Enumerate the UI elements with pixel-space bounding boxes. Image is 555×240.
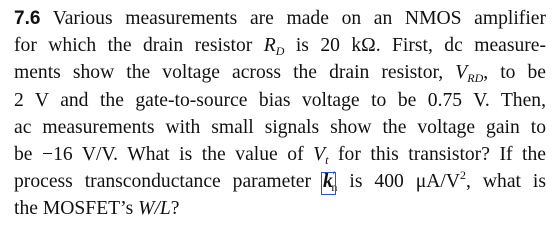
text-segment: for which the drain resistor [14, 35, 253, 57]
text-segment: is 400 μA/V [349, 171, 461, 193]
drain-resistor-symbol [263, 35, 285, 59]
symbol-letter: V [455, 62, 468, 84]
text-segment: ? [170, 198, 180, 220]
symbol-subscript: RD [467, 71, 484, 86]
symbol-subscript: D [275, 44, 285, 59]
text-segment: is 20 kΩ. First, dc measure- [295, 35, 547, 57]
text-segment: , what is [466, 171, 546, 193]
problem-number: 7.6 [14, 8, 41, 29]
problem-line-4: 2 V and the gate-to-source bias voltage to be 0.75 V. Then, [14, 89, 546, 111]
problem-7-6 [14, 0, 546, 223]
symbol-prime: ′ [332, 168, 336, 183]
text-segment: for this transistor? If the [338, 143, 546, 165]
problem-text-1: Various measurements are made on an NMOS amplifier [52, 8, 546, 29]
problem-line-8 [14, 195, 546, 222]
problem-line-6 [14, 141, 546, 168]
symbol-subscript: n [331, 180, 338, 195]
drain-voltage-symbol [455, 62, 484, 86]
aspect-ratio-symbol: W/L [138, 198, 171, 220]
symbol-subscript: t [325, 152, 329, 167]
problem-line-1 [14, 5, 546, 32]
symbol-letter: R [263, 35, 276, 57]
problem-line-3 [14, 59, 546, 86]
problem-line-7 [14, 168, 546, 195]
symbol-letter: k [322, 171, 333, 193]
text-segment: be −16 V/V. What is the value of [14, 143, 304, 165]
unit-exponent: 2 [460, 168, 467, 183]
problem-line-2 [14, 32, 546, 59]
text-segment: ments show the voltage across the drain resistor, [14, 62, 444, 84]
text-segment: process transconductance parameter [14, 171, 312, 193]
text-segment: the MOSFET’s [14, 198, 134, 220]
problem-line-5: ac measurements with small signals show the voltage gain to [14, 116, 546, 138]
process-transconductance-symbol [323, 168, 337, 195]
symbol-letter: V [313, 143, 326, 165]
text-segment: , to be [483, 62, 546, 84]
threshold-voltage-symbol [313, 144, 328, 165]
